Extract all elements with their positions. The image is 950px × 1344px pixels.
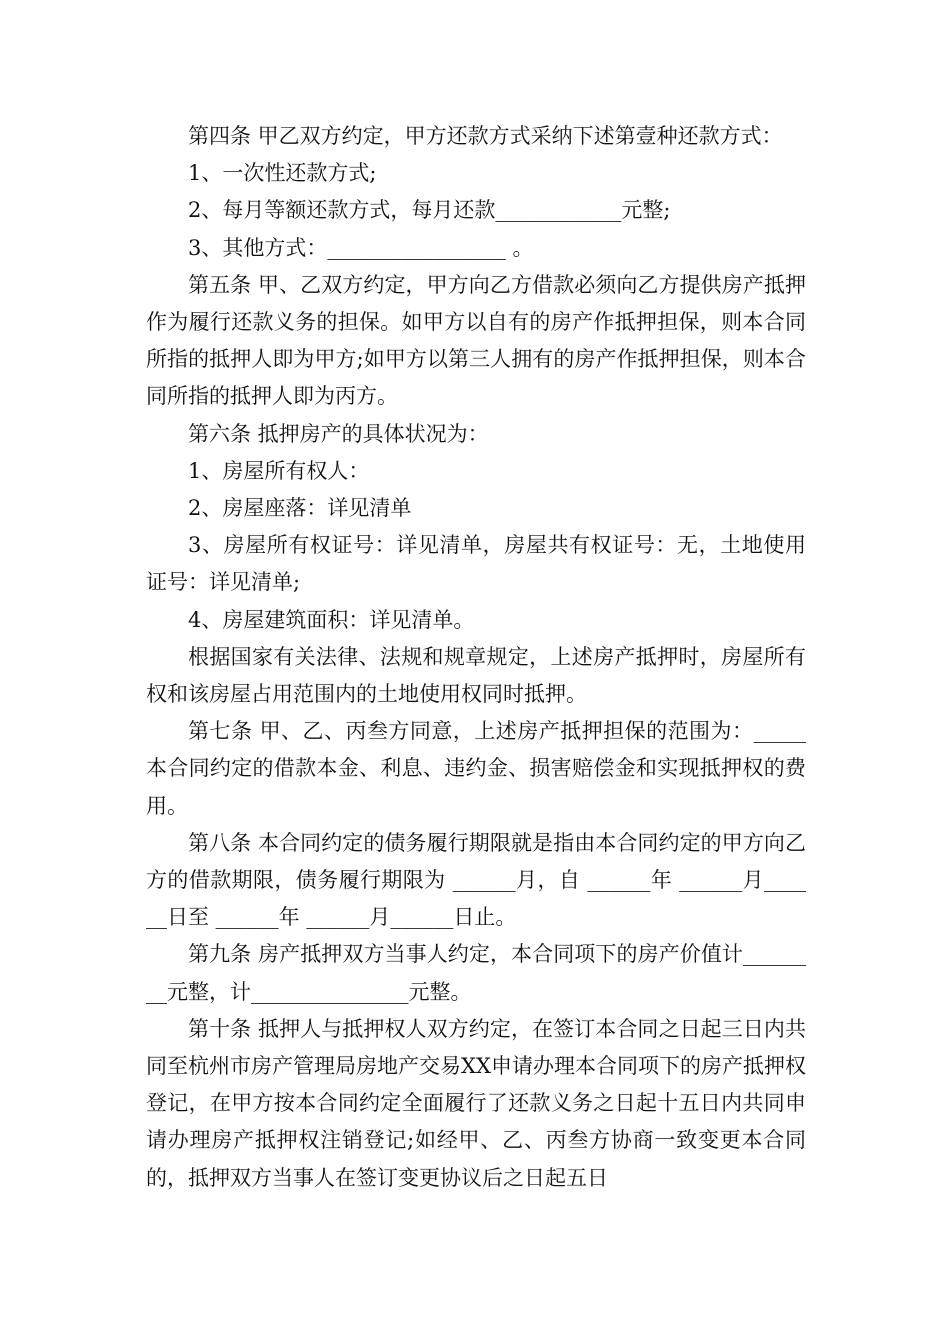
paragraph-article-8: 第八条 本合同约定的债务履行期限就是指由本合同约定的甲方向乙方的借款期限，债务履行期限为 ______月，自 ______年 ______月______日至 ______年 ______月______日止。 [146,830,806,930]
paragraph-repayment-option-1: 1、一次性还款方式; [188,161,377,186]
paragraph-certificate-numbers: 3、房屋所有权证号：详见清单，房屋共有权证号：无，土地使用证号：详见清单; [146,533,806,595]
document-body [146,118,806,1197]
paragraph-article-4: 第四条 甲乙双方约定，甲方还款方式采纳下述第壹种还款方式： [188,124,783,148]
paragraph-article-7: 第七条 甲、乙、丙叁方同意，上述房产抵押担保的范围为：_____本合同约定的借款本金、利息、违约金、损害赔偿金和实现抵押权的费用。 [146,719,806,818]
paragraph-building-area: 4、房屋建筑面积：详见清单。 [188,607,475,632]
paragraph-article-9: 第九条 房产抵押双方当事人约定，本合同项下的房产价值计________元整，计_______________元整。 [146,942,806,1004]
paragraph-article-6: 第六条 抵押房产的具体状况为： [188,421,489,446]
paragraph-legal-basis: 根据国家有关法律、法规和规章规定，上述房产抵押时，房屋所有权和该房屋占用范围内的土地使用权同时抵押。 [146,644,806,707]
paragraph-repayment-option-3: 3、其他方式：_________________ 。 [188,235,534,260]
paragraph-article-5: 第五条 甲、乙双方约定，甲方向乙方借款必须向乙方提供房产抵押作为履行还款义务的担保。如甲方以自有的房产作抵押担保，则本合同所指的抵押人即为甲方;如甲方以第三人拥有的房产作抵押担保，则本合同所指的抵押人即为丙方。 [146,272,806,409]
paragraph-article-10: 第十条 抵押人与抵押权人双方约定，在签订本合同之日起三日内共同至杭州市房产管理局房地产交易XX申请办理本合同项下的房产抵押权登记，在甲方按本合同约定全面履行了还款义务之日起十五日内共同申请办理房产抵押权注销登记;如经甲、乙、丙叁方协商一致变更本合同的，抵押双方当事人在签订变更协议后之日起五日 [146,1016,806,1190]
paragraph-repayment-option-2: 2、每月等额还款方式，每月还款____________元整; [188,198,671,223]
paragraph-property-location: 2、房屋座落：详见清单 [188,496,412,521]
paragraph-property-owner: 1、房屋所有权人： [188,458,370,483]
